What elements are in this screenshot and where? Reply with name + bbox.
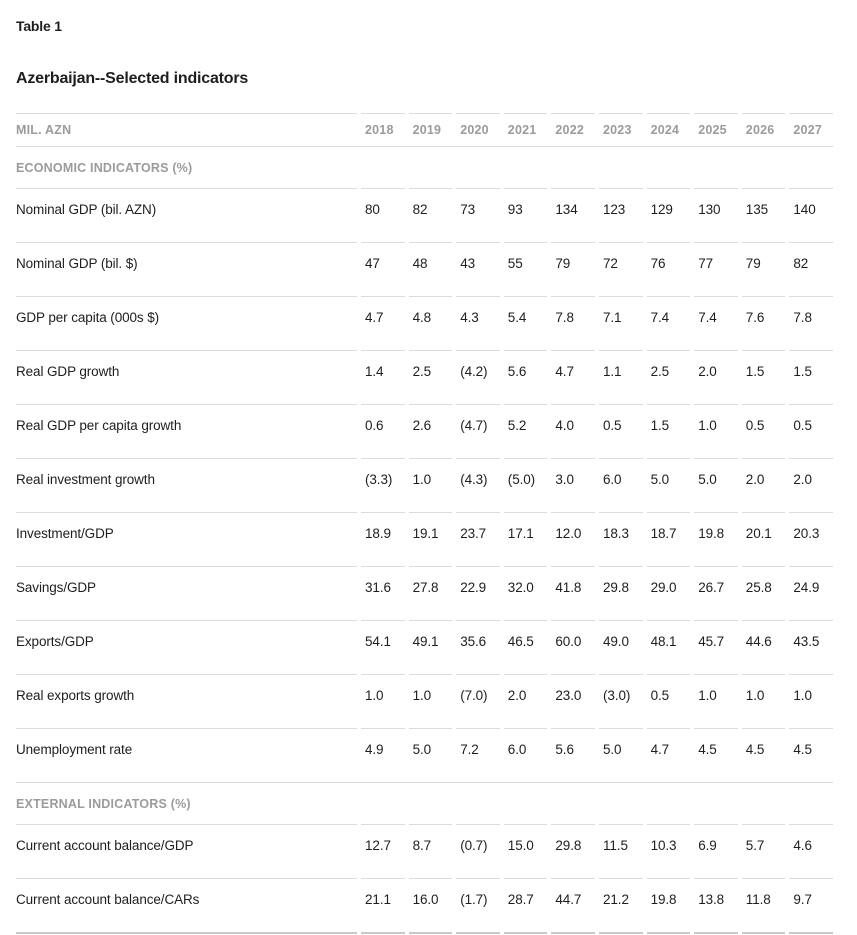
value-cell: 4.7 [647,728,691,782]
value-cell: 1.0 [694,404,738,458]
value-cell: 93 [504,188,548,242]
value-cell: (3.3) [361,458,405,512]
value-cell: 5.2 [504,404,548,458]
value-cell: 0.5 [647,674,691,728]
value-cell: 18.3 [599,512,643,566]
value-cell: 23.7 [456,512,500,566]
value-cell: 2.6 [409,404,453,458]
value-cell: 6.0 [599,458,643,512]
value-cell: 77 [694,242,738,296]
value-cell: 54.1 [361,620,405,674]
year-header: 2023 [599,113,643,146]
value-cell: 4.3 [456,296,500,350]
value-cell: 9.7 [789,878,833,932]
row-label: Current account balance/GDP [16,824,357,878]
value-cell: 0.5 [599,404,643,458]
value-cell: 4.5 [789,728,833,782]
value-cell: 60.0 [551,620,595,674]
row-label: Nominal GDP (bil. $) [16,242,357,296]
value-cell: 19.8 [694,512,738,566]
bottom-border-segment [504,932,548,934]
year-header: 2021 [504,113,548,146]
value-cell: 130 [694,188,738,242]
value-cell: 44.7 [551,878,595,932]
value-cell: 73 [456,188,500,242]
value-cell: 80 [361,188,405,242]
value-cell: 7.8 [789,296,833,350]
bottom-border-segment [647,932,691,934]
table-row [16,824,833,878]
value-cell: 49.1 [409,620,453,674]
value-cell: 19.8 [647,878,691,932]
row-label: Real investment growth [16,458,357,512]
value-cell: 4.5 [694,728,738,782]
value-cell: 7.4 [694,296,738,350]
bottom-border-segment [551,932,595,934]
table-row [16,350,833,404]
value-cell: 45.7 [694,620,738,674]
row-label: Exports/GDP [16,620,357,674]
bottom-border-segment [16,932,357,934]
value-cell: 129 [647,188,691,242]
table-header-row [16,113,833,146]
value-cell: 1.5 [647,404,691,458]
value-cell: 1.4 [361,350,405,404]
value-cell: 135 [742,188,786,242]
value-cell: 1.0 [409,674,453,728]
table-row [16,458,833,512]
value-cell: 1.5 [742,350,786,404]
value-cell: 18.7 [647,512,691,566]
value-cell: 4.5 [742,728,786,782]
indicators-table [16,113,833,934]
section-heading: EXTERNAL INDICATORS (%) [16,796,191,811]
value-cell: 2.0 [694,350,738,404]
table-row [16,566,833,620]
value-cell: 18.9 [361,512,405,566]
value-cell: 82 [409,188,453,242]
value-cell: 4.9 [361,728,405,782]
value-cell: 2.5 [409,350,453,404]
table-row [16,620,833,674]
value-cell: 29.8 [599,566,643,620]
value-cell: 5.0 [647,458,691,512]
value-cell: 49.0 [599,620,643,674]
value-cell: 32.0 [504,566,548,620]
row-label: GDP per capita (000s $) [16,296,357,350]
year-header: 2022 [551,113,595,146]
value-cell: 1.0 [409,458,453,512]
value-cell: (0.7) [456,824,500,878]
value-cell: 134 [551,188,595,242]
row-label: Real GDP growth [16,350,357,404]
value-cell: 20.1 [742,512,786,566]
table-row [16,404,833,458]
value-cell: (4.7) [456,404,500,458]
value-cell: 7.1 [599,296,643,350]
value-cell: 20.3 [789,512,833,566]
value-cell: 10.3 [647,824,691,878]
value-cell: 29.0 [647,566,691,620]
value-cell: 82 [789,242,833,296]
value-cell: (1.7) [456,878,500,932]
value-cell: (4.3) [456,458,500,512]
row-label: Investment/GDP [16,512,357,566]
value-cell: 2.0 [504,674,548,728]
value-cell: 25.8 [742,566,786,620]
value-cell: 1.0 [694,674,738,728]
value-cell: 24.9 [789,566,833,620]
value-cell: 27.8 [409,566,453,620]
value-cell: 48 [409,242,453,296]
value-cell: 2.0 [789,458,833,512]
year-header: 2024 [647,113,691,146]
value-cell: 4.8 [409,296,453,350]
value-cell: 41.8 [551,566,595,620]
value-cell: 21.2 [599,878,643,932]
value-cell: 4.7 [361,296,405,350]
value-cell: 31.6 [361,566,405,620]
value-cell: 26.7 [694,566,738,620]
value-cell: 5.4 [504,296,548,350]
value-cell: 2.0 [742,458,786,512]
value-cell: 123 [599,188,643,242]
value-cell: 1.5 [789,350,833,404]
value-cell: 2.5 [647,350,691,404]
value-cell: 5.0 [409,728,453,782]
value-cell: 19.1 [409,512,453,566]
value-cell: 29.8 [551,824,595,878]
value-cell: 16.0 [409,878,453,932]
value-cell: 6.9 [694,824,738,878]
value-cell: 22.9 [456,566,500,620]
year-header: 2019 [409,113,453,146]
bottom-border-segment [599,932,643,934]
value-cell: 28.7 [504,878,548,932]
row-label: Unemployment rate [16,728,357,782]
value-cell: 1.1 [599,350,643,404]
row-label: Real GDP per capita growth [16,404,357,458]
table-row [16,512,833,566]
value-cell: 11.8 [742,878,786,932]
table-row [16,242,833,296]
value-cell: 35.6 [456,620,500,674]
value-cell: 5.6 [551,728,595,782]
value-cell: 3.0 [551,458,595,512]
value-cell: 0.5 [742,404,786,458]
bottom-border-segment [361,932,405,934]
bottom-border-segment [742,932,786,934]
value-cell: 0.6 [361,404,405,458]
value-cell: 23.0 [551,674,595,728]
row-label: Nominal GDP (bil. AZN) [16,188,357,242]
value-cell: (3.0) [599,674,643,728]
value-cell: 46.5 [504,620,548,674]
section-heading-row [16,146,833,188]
value-cell: 79 [551,242,595,296]
value-cell: 5.6 [504,350,548,404]
value-cell: (7.0) [456,674,500,728]
value-cell: 7.8 [551,296,595,350]
section-heading: ECONOMIC INDICATORS (%) [16,160,193,175]
page-title: Azerbaijan--Selected indicators [16,70,249,87]
value-cell: 13.8 [694,878,738,932]
value-cell: 4.7 [551,350,595,404]
value-cell: 5.7 [742,824,786,878]
table-row [16,728,833,782]
table-row [16,878,833,932]
value-cell: 76 [647,242,691,296]
year-header: 2025 [694,113,738,146]
value-cell: 79 [742,242,786,296]
value-cell: 11.5 [599,824,643,878]
bottom-border-segment [789,932,833,934]
year-header: 2026 [742,113,786,146]
table-row [16,296,833,350]
value-cell: 55 [504,242,548,296]
value-cell: 7.4 [647,296,691,350]
value-cell: 44.6 [742,620,786,674]
table-number-label: Table 1 [16,18,62,34]
value-cell: 15.0 [504,824,548,878]
value-cell: 12.0 [551,512,595,566]
value-cell: 72 [599,242,643,296]
value-cell: 5.0 [694,458,738,512]
value-cell: 7.6 [742,296,786,350]
value-cell: 1.0 [789,674,833,728]
value-cell: 47 [361,242,405,296]
year-header: 2020 [456,113,500,146]
bottom-border-segment [694,932,738,934]
value-cell: 4.6 [789,824,833,878]
value-cell: (4.2) [456,350,500,404]
value-cell: 17.1 [504,512,548,566]
value-cell: 21.1 [361,878,405,932]
value-cell: 0.5 [789,404,833,458]
value-cell: 1.0 [361,674,405,728]
value-cell: (5.0) [504,458,548,512]
section-heading-row [16,782,833,824]
value-cell: 5.0 [599,728,643,782]
value-cell: 8.7 [409,824,453,878]
bottom-border-segment [456,932,500,934]
row-label: Real exports growth [16,674,357,728]
table-bottom-border [16,932,833,934]
value-cell: 48.1 [647,620,691,674]
value-cell: 6.0 [504,728,548,782]
value-cell: 7.2 [456,728,500,782]
table-row [16,188,833,242]
unit-header: MIL. AZN [16,113,357,146]
value-cell: 43.5 [789,620,833,674]
table-row [16,674,833,728]
value-cell: 140 [789,188,833,242]
row-label: Savings/GDP [16,566,357,620]
value-cell: 1.0 [742,674,786,728]
value-cell: 12.7 [361,824,405,878]
bottom-border-segment [409,932,453,934]
row-label: Current account balance/CARs [16,878,357,932]
year-header: 2027 [789,113,833,146]
value-cell: 43 [456,242,500,296]
value-cell: 4.0 [551,404,595,458]
year-header: 2018 [361,113,405,146]
